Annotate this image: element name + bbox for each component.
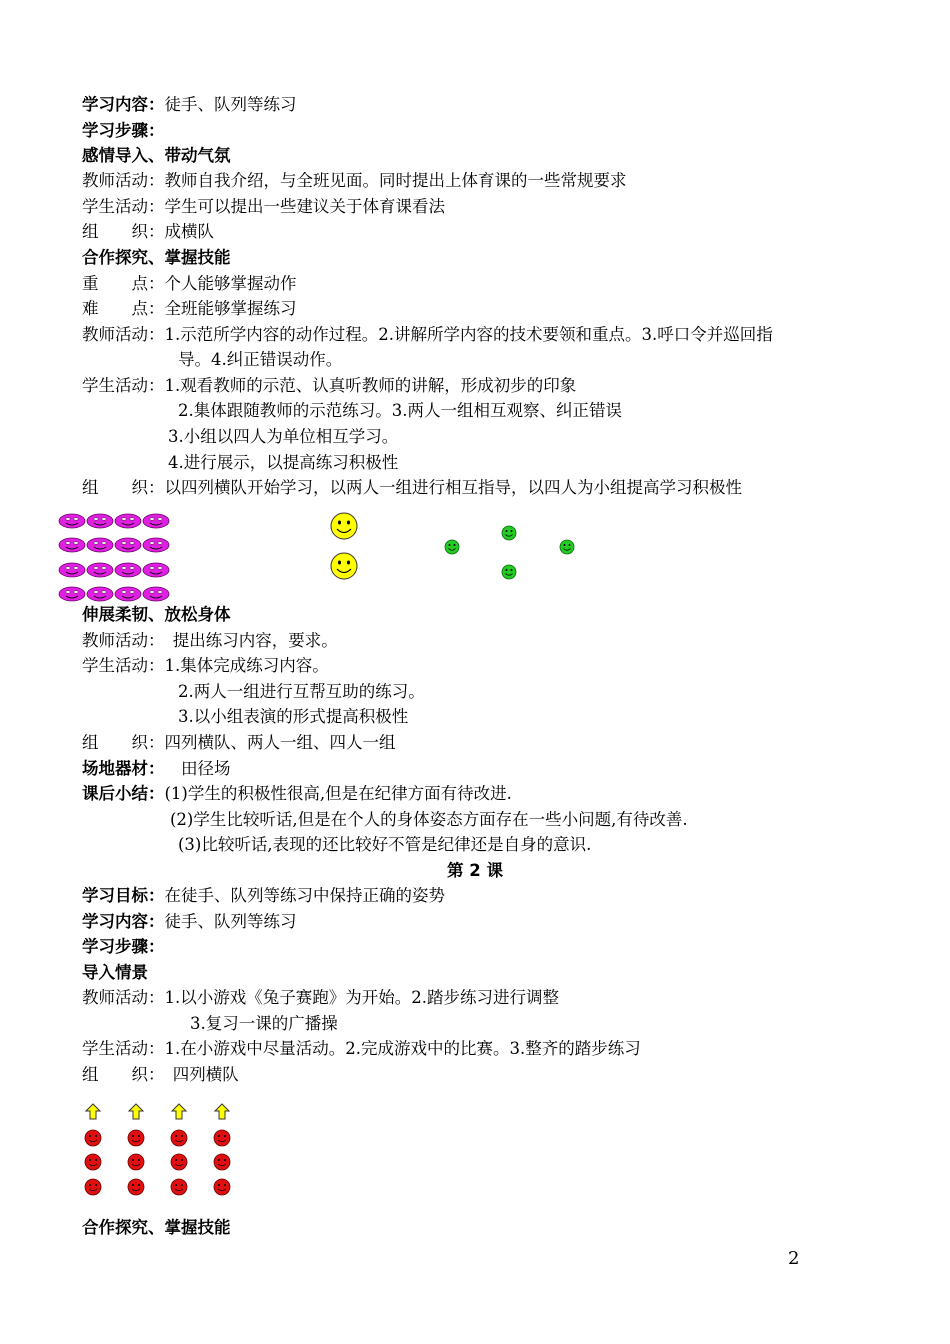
teacher-activity: 教师活动： 提出练习内容，要求。 — [82, 631, 338, 650]
student-activity-cont: 3.以小组表演的形式提高积极性 — [178, 707, 409, 726]
student-activity: 学生活动：学生可以提出一些建议关于体育课看法 — [82, 197, 445, 216]
venue-value: 田径场 — [164, 759, 231, 778]
student-activity-cont: 4.进行展示，以提高练习积极性 — [168, 453, 399, 472]
student-activity-cont: 2.两人一组进行互帮互助的练习。 — [178, 682, 425, 701]
lesson2-goal — [82, 885, 445, 907]
lesson2-content — [82, 911, 297, 933]
lesson-title: 第 2 课 — [447, 861, 503, 880]
teacher-activity-cont: 3.复习一课的广播操 — [190, 1014, 338, 1033]
goal-value: 在徒手、队列等练习中保持正确的姿势 — [164, 886, 445, 905]
goal-label: 学习目标： — [82, 886, 165, 905]
difficult-point: 难 点：全班能够掌握练习 — [82, 299, 297, 318]
content-label: 学习内容： — [82, 912, 165, 931]
venue — [82, 758, 231, 780]
teacher-activity: 教师活动：1.以小游戏《兔子赛跑》为开始。2.踏步练习进行调整 — [82, 988, 559, 1007]
student-activity-cont: 2.集体跟随教师的示范练习。3.两人一组相互观察、纠正错误 — [178, 401, 622, 420]
student-activity: 学生活动：1.观看教师的示范、认真听教师的讲解，形成初步的印象 — [82, 376, 577, 395]
steps-label: 学习步骤： — [82, 121, 165, 140]
venue-label: 场地器材： — [82, 759, 165, 778]
student-activity: 学生活动：1.集体完成练习内容。 — [82, 656, 329, 675]
steps-label: 学习步骤： — [82, 937, 165, 956]
summary-item: (2)学生比较听话,但是在个人的身体姿态方面存在一些小问题,有待改善. — [170, 810, 688, 829]
section-title: 合作探究、掌握技能 — [82, 248, 231, 267]
summary-item: (3)比较听话,表现的还比较好不管是纪律还是自身的意识. — [178, 835, 592, 854]
key-point: 重 点：个人能够掌握动作 — [82, 274, 297, 293]
student-activity-cont: 3.小组以四人为单位相互学习。 — [168, 427, 399, 446]
teacher-activity-cont: 导。4.纠正错误动作。 — [178, 350, 343, 369]
summary-item: (1)学生的积极性很高,但是在纪律方面有待改进. — [164, 784, 512, 803]
teacher-activity: 教师活动：1.示范所学内容的动作过程。2.讲解所学内容的技术要领和重点。3.呼口令并巡回指 — [82, 325, 773, 344]
organization: 组 织： 四列横队 — [82, 1065, 239, 1084]
organization: 组 织：四列横队、两人一组、四人一组 — [82, 733, 396, 752]
page-number: 2 — [788, 1248, 800, 1269]
summary-label: 课后小结： — [82, 784, 165, 803]
organization: 组 织：成横队 — [82, 222, 214, 241]
section-title: 导入情景 — [82, 963, 148, 982]
section-title: 伸展柔韧、放松身体 — [82, 605, 231, 624]
content-label: 学习内容： — [82, 95, 165, 114]
section-title: 感情导入、带动气氛 — [82, 146, 231, 165]
organization: 组 织：以四列横队开始学习，以两人一组进行相互指导，以四人为小组提高学习积极性 — [82, 478, 742, 497]
content-value: 徒手、队列等练习 — [164, 912, 297, 931]
summary — [82, 783, 512, 805]
section-title: 合作探究、掌握技能 — [82, 1218, 231, 1237]
student-activity: 学生活动：1.在小游戏中尽量活动。2.完成游戏中的比赛。3.整齐的踏步练习 — [82, 1039, 641, 1058]
teacher-activity: 教师活动：教师自我介绍，与全班见面。同时提出上体育课的一些常规要求 — [82, 171, 627, 190]
content-value: 徒手、队列等练习 — [164, 95, 297, 114]
